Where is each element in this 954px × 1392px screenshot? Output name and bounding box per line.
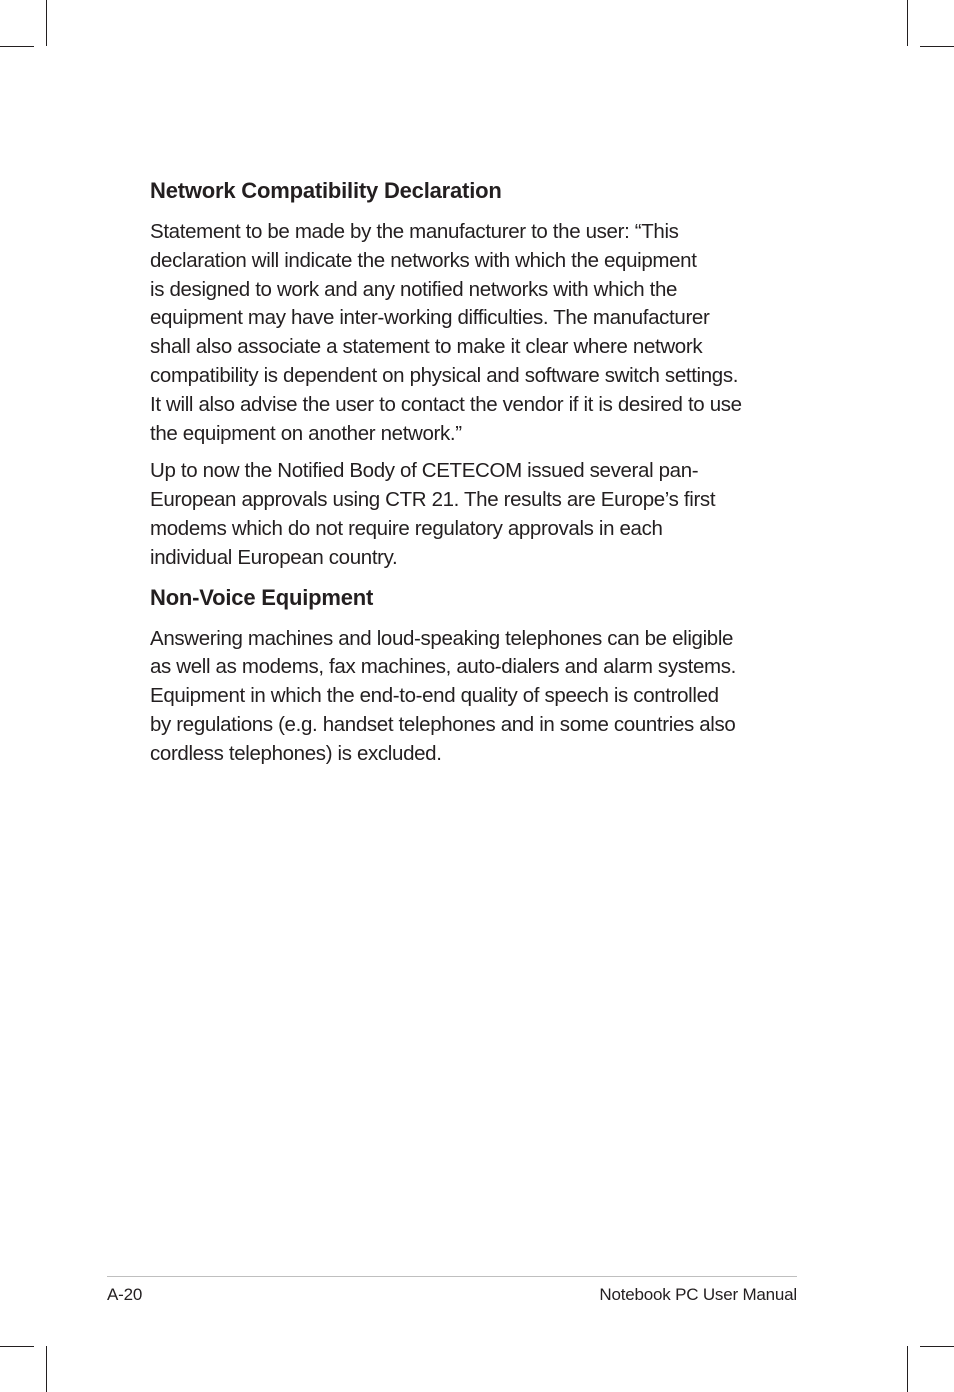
crop-mark-bottom-left-horizontal — [0, 1346, 34, 1347]
manual-title: Notebook PC User Manual — [599, 1285, 797, 1304]
crop-mark-top-right-horizontal — [920, 46, 954, 47]
page-number: A-20 — [107, 1285, 143, 1304]
non-voice-equipment-section — [150, 582, 810, 769]
crop-mark-bottom-left-vertical — [46, 1346, 47, 1392]
footer-divider — [107, 1276, 797, 1277]
paragraph: Statement to be made by the manufacturer to the user: “This declaration will indicate the networks with which the equipment is designed to work and any notified networks with which the equipment may have inter-working difficulties. The manufacturer shall also associate a statement to make it clear where network compatibility is dependent on physical and software switch settings. It will also advise the user to contact the vendor if it is desired to use the equipment on another network.” — [150, 220, 742, 445]
crop-mark-bottom-right-vertical — [907, 1346, 908, 1392]
crop-mark-top-right-vertical — [907, 0, 908, 46]
crop-mark-bottom-right-horizontal — [920, 1346, 954, 1347]
network-compatibility-section — [150, 175, 810, 573]
crop-mark-top-left-horizontal — [0, 46, 34, 47]
paragraph: Answering machines and loud-speaking telephones can be eligible as well as modems, fax machines, auto-dialers and alarm systems. Equipment in which the end-to-end quality of speech is controlled by regulations (e.g. handset telephones and in some countries also cordless telephones) is excluded. — [150, 626, 737, 765]
paragraph: Up to now the Notified Body of CETECOM issued several pan- European approvals using CTR 21. The results are Europe’s first modems which do not require regulatory approvals in each individual European country. — [150, 459, 716, 569]
page-content — [150, 175, 810, 778]
crop-mark-top-left-vertical — [46, 0, 47, 46]
section-heading: Non-Voice Equipment — [150, 584, 374, 610]
section-heading: Network Compatibility Declaration — [150, 178, 502, 203]
